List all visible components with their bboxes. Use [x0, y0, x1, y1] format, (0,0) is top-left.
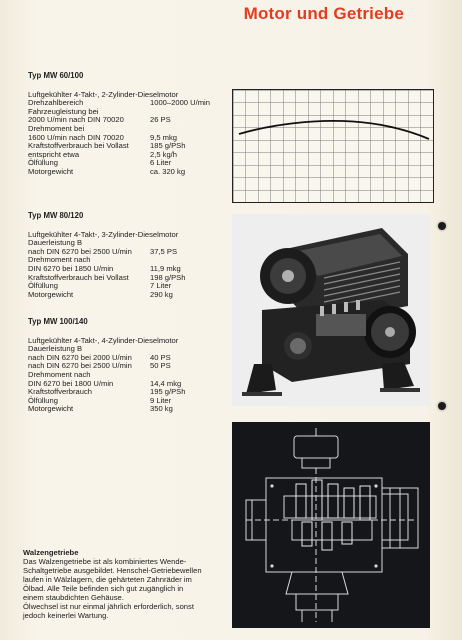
spec-label: Motorgewicht: [28, 166, 74, 176]
torque-curve: [233, 90, 433, 202]
spec-label: Kraftstoffverbrauch bei Vollast: [28, 141, 129, 151]
spec-row: [28, 168, 210, 177]
spec-label: nach DIN 6270 bei 2000 U/min: [28, 352, 132, 362]
spec-label: Motorgewicht: [28, 404, 74, 414]
spec-block-mw-80-120: [28, 212, 185, 299]
spec-block-mw-100-140: [28, 318, 185, 414]
page-title: Motor und Getriebe: [243, 4, 404, 23]
torque-curve-graph: [232, 89, 434, 203]
spec-row: [28, 405, 185, 414]
text-line: Das Walzengetriebe ist als kombiniertes Wende-: [23, 557, 187, 566]
spec-label: Drehmoment nach: [28, 255, 91, 265]
text-line: jedoch keinerlei Wartung.: [23, 611, 109, 620]
gearbox-cross-section-drawing: [232, 422, 430, 628]
spec-value: 11,9 mkg: [150, 263, 181, 273]
engine-icon: [232, 214, 430, 406]
spec-label: Luftgekühlter 4-Takt-, 3-Zylinder-Dieselmotor: [28, 229, 179, 239]
gearbox-text: [23, 557, 228, 620]
spec-value: 14,4 mkg: [150, 378, 182, 388]
spec-heading: Typ MW 100/140: [28, 317, 88, 326]
spec-label: Ölfüllung: [28, 395, 58, 405]
text-line: Ölwechsel ist nur einmal jährlich erforderlich, sonst: [23, 602, 194, 611]
spec-value: 37,5 PS: [150, 246, 178, 256]
spec-label: Kraftstoffverbrauch bei Vollast: [28, 272, 129, 282]
spec-label: DIN 6270 bei 1850 U/min: [28, 263, 114, 273]
gearbox-drawing-icon: [232, 422, 430, 628]
spec-label: 2000 U/min nach DIN 70020: [28, 115, 124, 125]
spec-rows: [28, 337, 185, 414]
spec-value: 40 PS: [150, 352, 171, 362]
spec-value: 2,5 kg/h: [150, 149, 178, 159]
spec-heading: Typ MW 60/100: [28, 71, 84, 80]
spec-label: DIN 6270 bei 1800 U/min: [28, 378, 114, 388]
spec-value: 185 g/PSh: [150, 141, 186, 151]
spec-value: 290 kg: [150, 289, 173, 299]
spec-label: Kraftstoffverbrauch: [28, 387, 93, 397]
spec-label: Dauerleistung B: [28, 344, 83, 354]
spec-rows: [28, 91, 210, 177]
spec-value: 26 PS: [150, 115, 171, 125]
gearbox-heading: Walzengetriebe: [23, 548, 79, 557]
spec-label: Drehzahlbereich: [28, 98, 84, 108]
spec-value: 195 g/PSh: [150, 387, 186, 397]
spec-label: Luftgekühlter 4-Takt-, 2-Zylinder-Dieselmotor: [28, 89, 179, 99]
spec-value: 50 PS: [150, 361, 171, 371]
spec-label: nach DIN 6270 bei 2500 U/min: [28, 246, 132, 256]
spec-label: Drehmoment nach: [28, 369, 91, 379]
spec-label: 1600 U/min nach DIN 70020: [28, 132, 124, 142]
binder-hole-icon: [438, 402, 446, 410]
spec-row: [28, 291, 185, 300]
spec-label: entspricht etwa: [28, 149, 80, 159]
gearbox-description: [23, 548, 228, 620]
spec-value: 9,5 mkg: [150, 132, 178, 142]
spec-label: Fahrzeugleistung bei: [28, 106, 99, 116]
spec-value: 9 Liter: [150, 395, 172, 405]
engine-photo: [232, 214, 430, 406]
spec-value: 6 Liter: [150, 158, 172, 168]
spec-value: 198 g/PSh: [150, 272, 186, 282]
spec-label: Luftgekühlter 4-Takt-, 4-Zylinder-Dieselmotor: [28, 335, 179, 345]
spec-rows: [28, 231, 185, 300]
spec-value: ca. 320 kg: [150, 166, 186, 176]
spec-value: 350 kg: [150, 404, 173, 414]
spec-label: Ölfüllung: [28, 281, 58, 291]
text-line: Ölbad. Alle Teile befinden sich gut zugänglich in: [23, 584, 184, 593]
binder-hole-icon: [438, 222, 446, 230]
spec-label: Dauerleistung B: [28, 238, 83, 248]
spec-label: Drehmoment bei: [28, 123, 85, 133]
text-line: laufen in Wälzlagern, die gehärteten Zahnräder im: [23, 575, 192, 584]
spec-value: 7 Liter: [150, 281, 172, 291]
spec-label: nach DIN 6270 bei 2500 U/min: [28, 361, 132, 371]
text-line: einem staubdichten Gehäuse.: [23, 593, 124, 602]
spec-block-mw-60-100: [28, 72, 210, 177]
spec-heading: Typ MW 80/120: [28, 211, 84, 220]
spec-label: Motorgewicht: [28, 289, 74, 299]
text-line: Schaltgetriebe ausgebildet. Henschel-Getriebewellen: [23, 566, 202, 575]
spec-label: Ölfüllung: [28, 158, 58, 168]
spec-value: 1000–2000 U/min: [150, 98, 210, 108]
